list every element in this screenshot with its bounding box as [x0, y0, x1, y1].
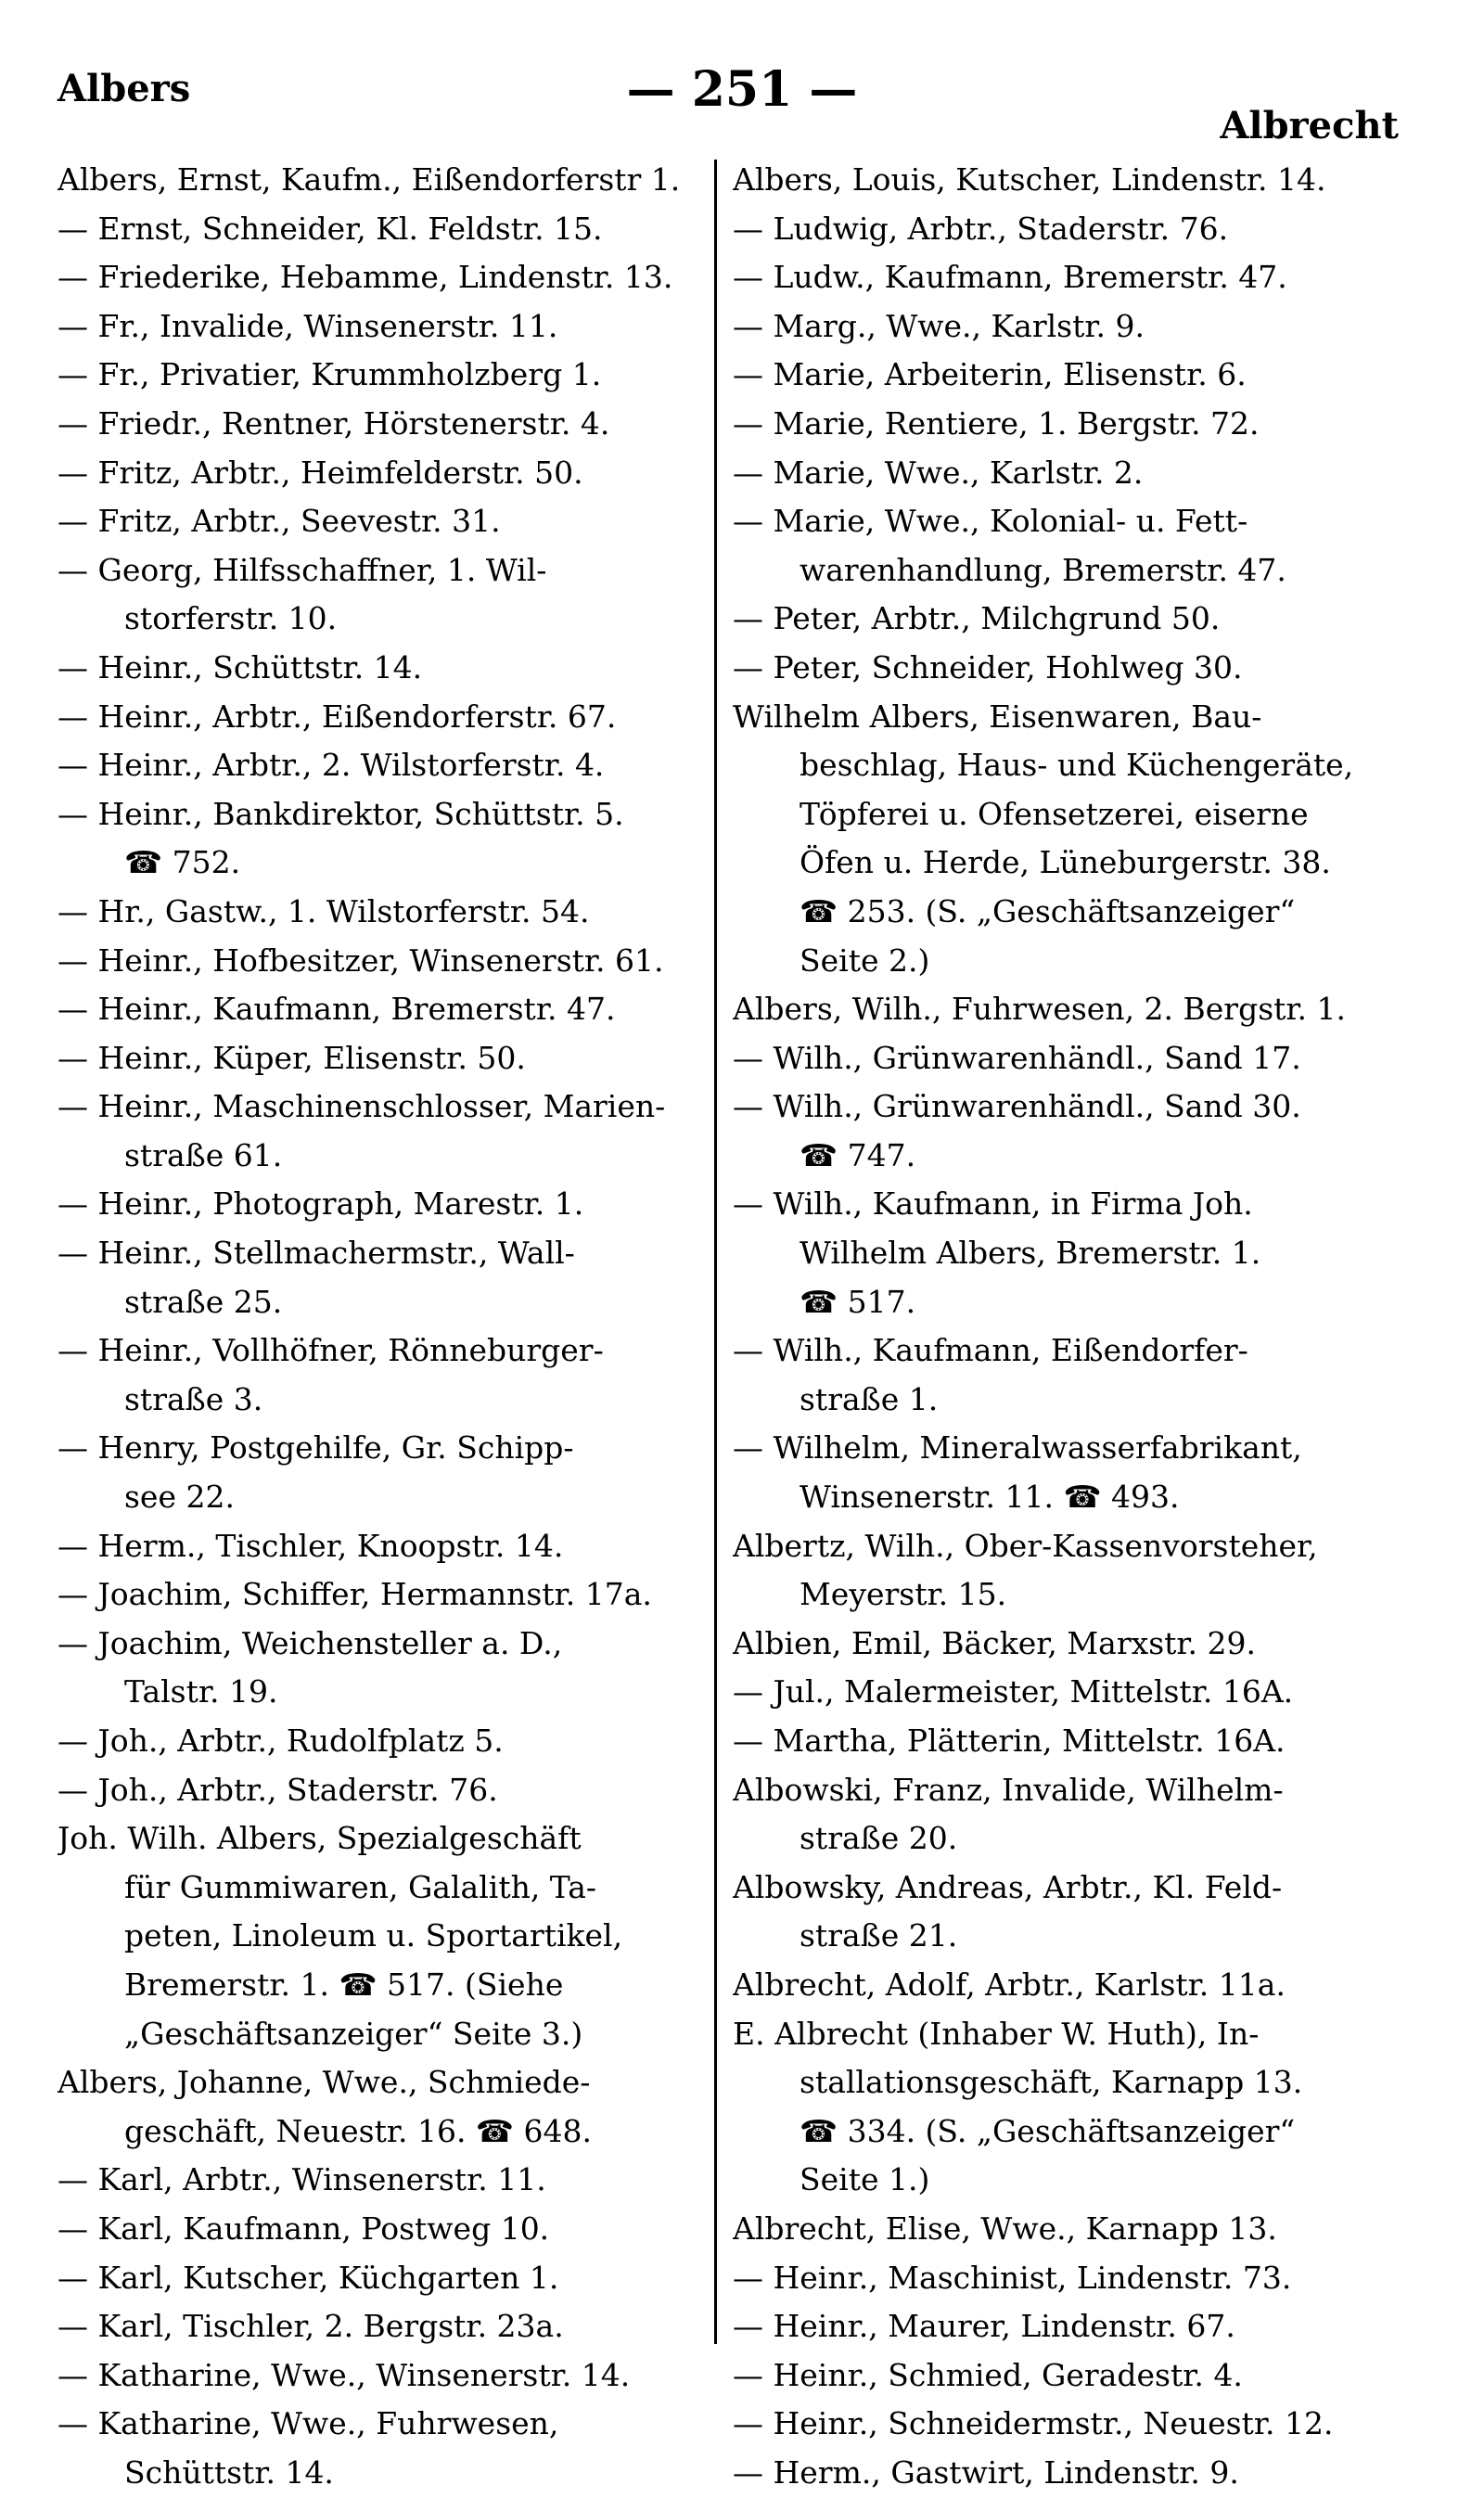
directory-entry-line: — Peter, Schneider, Hohlweg 30. — [733, 648, 1243, 685]
directory-entry-line: Winsenerstr. 11. ☎ 493. — [800, 1479, 1180, 1516]
directory-entry-line: see 22. — [124, 1479, 235, 1516]
directory-entry-line: — Karl, Tischler, 2. Bergstr. 23a. — [58, 2308, 564, 2345]
directory-entry-line: — Katharine, Wwe., Fuhrwesen, — [58, 2405, 559, 2442]
directory-entry-line: — Joh., Arbtr., Rudolfplatz 5. — [58, 1723, 504, 1759]
directory-entry-line: ☎ 747. — [800, 1136, 916, 1173]
directory-entry-line: Schüttstr. 14. — [124, 2453, 334, 2491]
directory-entry-line: peten, Linoleum u. Sportartikel, — [124, 1917, 623, 1954]
directory-entry-line: ☎ 334. (S. „Geschäftsanzeiger“ — [800, 2112, 1296, 2149]
directory-entry-line: — Katharine, Wwe., Winsenerstr. 14. — [58, 2356, 631, 2393]
directory-entry-line: Joh. Wilh. Albers, Spezialgeschäft — [58, 1820, 582, 1857]
directory-entry-line: — Karl, Arbtr., Winsenerstr. 11. — [58, 2161, 546, 2198]
directory-entry-line: Wilhelm Albers, Eisenwaren, Bau- — [733, 698, 1262, 735]
directory-entry-line: straße 20. — [800, 1820, 958, 1857]
directory-entry-line: — Friederike, Hebamme, Lindenstr. 13. — [58, 259, 673, 296]
directory-entry-line: — Ludw., Kaufmann, Bremerstr. 47. — [733, 259, 1287, 296]
directory-entry-line: Öfen u. Herde, Lüneburgerstr. 38. — [800, 844, 1331, 881]
directory-entry-line: — Karl, Kaufmann, Postweg 10. — [58, 2210, 550, 2247]
directory-entry-line: — Karl, Kutscher, Küchgarten 1. — [58, 2259, 559, 2296]
directory-entry-line: — Heinr., Arbtr., Eißendorferstr. 67. — [58, 698, 617, 735]
directory-entry-line: — Heinr., Bankdirektor, Schüttstr. 5. — [58, 795, 624, 832]
directory-entry-line: — Fritz, Arbtr., Heimfelderstr. 50. — [58, 454, 583, 491]
directory-entry-line: straße 21. — [800, 1917, 958, 1954]
directory-entry-line: — Georg, Hilfsschaffner, 1. Wil- — [58, 551, 547, 588]
running-head-right: Albrecht — [1220, 104, 1399, 147]
directory-entry-line: warenhandlung, Bremerstr. 47. — [800, 551, 1286, 588]
directory-entry-line: ☎ 517. — [800, 1283, 916, 1320]
directory-entry-line: E. Albrecht (Inhaber W. Huth), In- — [733, 2015, 1260, 2052]
directory-entry-line: Albers, Wilh., Fuhrwesen, 2. Bergstr. 1. — [733, 991, 1347, 1028]
directory-entry-line: — Hr., Gastw., 1. Wilstorferstr. 54. — [58, 892, 590, 929]
directory-entry-line: straße 61. — [124, 1136, 283, 1173]
directory-entry-line: Töpferei u. Ofensetzerei, eiserne — [800, 795, 1309, 832]
directory-entry-line: — Fr., Invalide, Winsenerstr. 11. — [58, 307, 558, 344]
page-number: — 251 — — [626, 61, 858, 118]
directory-entry-line: — Heinr., Schüttstr. 14. — [58, 648, 423, 685]
directory-entry-line: Wilhelm Albers, Bremerstr. 1. — [800, 1235, 1261, 1272]
directory-entry-line: Albers, Louis, Kutscher, Lindenstr. 14. — [733, 161, 1326, 198]
directory-entry-line: Albien, Emil, Bäcker, Marxstr. 29. — [733, 1624, 1257, 1661]
directory-entry-line: — Heinr., Stellmachermstr., Wall- — [58, 1235, 575, 1272]
directory-entry-line: — Joachim, Schiffer, Hermannstr. 17a. — [58, 1576, 652, 1613]
directory-entry-line: — Heinr., Photograph, Marestr. 1. — [58, 1185, 584, 1223]
directory-entry-line: — Wilh., Grünwarenhändl., Sand 30. — [733, 1088, 1301, 1125]
right-column — [733, 156, 1396, 2498]
directory-entry-line: — Jul., Malermeister, Mittelstr. 16A. — [733, 1673, 1294, 1710]
directory-entry-line: — Marie, Wwe., Karlstr. 2. — [733, 454, 1144, 491]
column-divider — [714, 160, 717, 2344]
directory-entry-line: Albers, Ernst, Kaufm., Eißendorferstr 1. — [58, 161, 681, 198]
directory-entry-line: — Heinr., Maurer, Lindenstr. 67. — [733, 2308, 1235, 2345]
directory-entry-line: — Ludwig, Arbtr., Staderstr. 76. — [733, 210, 1229, 247]
directory-entry-line: — Wilh., Kaufmann, Eißendorfer- — [733, 1332, 1248, 1369]
directory-entry-line: — Fritz, Arbtr., Seevestr. 31. — [58, 503, 501, 540]
directory-entry-line: ☎ 752. — [124, 844, 241, 881]
directory-entry-line: storferstr. 10. — [124, 600, 338, 637]
directory-entry-line: beschlag, Haus- und Küchengeräte, — [800, 747, 1354, 784]
directory-entry-line: ☎ 253. (S. „Geschäftsanzeiger“ — [800, 892, 1296, 929]
directory-entry-line: Meyerstr. 15. — [800, 1576, 1007, 1613]
directory-entry-line: für Gummiwaren, Galalith, Ta- — [124, 1868, 597, 1905]
directory-entry-line: — Marie, Arbeiterin, Elisenstr. 6. — [733, 356, 1247, 393]
directory-entry-line: Albowski, Franz, Invalide, Wilhelm- — [733, 1771, 1284, 1808]
directory-entry-line: — Heinr., Küper, Elisenstr. 50. — [58, 1039, 526, 1076]
directory-entry-line: straße 3. — [124, 1380, 263, 1417]
directory-entry-line: Albertz, Wilh., Ober-Kassenvorsteher, — [733, 1527, 1318, 1564]
directory-entry-line: straße 25. — [124, 1283, 283, 1320]
directory-entry-line: — Heinr., Kaufmann, Bremerstr. 47. — [58, 991, 616, 1028]
directory-entry-line: — Heinr., Schneidermstr., Neuestr. 12. — [733, 2405, 1334, 2442]
directory-entry-line: — Heinr., Hofbesitzer, Winsenerstr. 61. — [58, 942, 664, 979]
directory-entry-line: — Joh., Arbtr., Staderstr. 76. — [58, 1771, 498, 1808]
directory-entry-line: — Friedr., Rentner, Hörstenerstr. 4. — [58, 404, 610, 442]
directory-entry-line: — Marie, Rentiere, 1. Bergstr. 72. — [733, 404, 1260, 442]
directory-entry-line: Bremerstr. 1. ☎ 517. (Siehe — [124, 1966, 564, 2003]
directory-entry-line: „Geschäftsanzeiger“ Seite 3.) — [124, 2015, 583, 2052]
directory-entry-line: — Heinr., Maschinenschlosser, Marien- — [58, 1088, 666, 1125]
directory-entry-line: Seite 1.) — [800, 2161, 930, 2198]
directory-entry-line: — Herm., Gastwirt, Lindenstr. 9. — [733, 2453, 1239, 2491]
directory-entry-line: Albers, Johanne, Wwe., Schmiede- — [58, 2064, 591, 2101]
directory-entry-line: Albrecht, Elise, Wwe., Karnapp 13. — [733, 2210, 1277, 2247]
directory-entry-line: Albrecht, Adolf, Arbtr., Karlstr. 11a. — [733, 1966, 1286, 2003]
directory-entry-line: — Heinr., Arbtr., 2. Wilstorferstr. 4. — [58, 747, 605, 784]
directory-entry-line: — Joachim, Weichensteller a. D., — [58, 1624, 563, 1661]
directory-entry-line: — Heinr., Schmied, Geradestr. 4. — [733, 2356, 1243, 2393]
directory-entry-line: Seite 2.) — [800, 942, 930, 979]
directory-entry-line: — Heinr., Vollhöfner, Rönneburger- — [58, 1332, 604, 1369]
directory-entry-line: — Marg., Wwe., Karlstr. 9. — [733, 307, 1145, 344]
directory-entry-line: — Fr., Privatier, Krummholzberg 1. — [58, 356, 602, 393]
directory-entry-line: — Peter, Arbtr., Milchgrund 50. — [733, 600, 1221, 637]
directory-entry-line: Albowsky, Andreas, Arbtr., Kl. Feld- — [733, 1868, 1283, 1905]
running-head-left: Albers — [58, 67, 191, 110]
directory-entry-line: Talstr. 19. — [124, 1673, 278, 1710]
directory-entry-line: — Ernst, Schneider, Kl. Feldstr. 15. — [58, 210, 603, 247]
directory-entry-line: — Herm., Tischler, Knoopstr. 14. — [58, 1527, 564, 1564]
directory-entry-line: — Marie, Wwe., Kolonial- u. Fett- — [733, 503, 1248, 540]
directory-entry-line: — Wilhelm, Mineralwasserfabrikant, — [733, 1429, 1302, 1467]
directory-entry-line: — Wilh., Kaufmann, in Firma Joh. — [733, 1185, 1253, 1223]
directory-entry-line: straße 1. — [800, 1380, 939, 1417]
directory-entry-line: — Wilh., Grünwarenhändl., Sand 17. — [733, 1039, 1301, 1076]
directory-entry-line: — Henry, Postgehilfe, Gr. Schipp- — [58, 1429, 574, 1467]
directory-entry-line: — Martha, Plätterin, Mittelstr. 16A. — [733, 1723, 1286, 1759]
directory-entry-line: stallationsgeschäft, Karnapp 13. — [800, 2064, 1303, 2101]
directory-entry-line: — Heinr., Maschinist, Lindenstr. 73. — [733, 2259, 1292, 2296]
left-column — [58, 156, 707, 2498]
directory-entry-line: geschäft, Neuestr. 16. ☎ 648. — [124, 2112, 593, 2149]
